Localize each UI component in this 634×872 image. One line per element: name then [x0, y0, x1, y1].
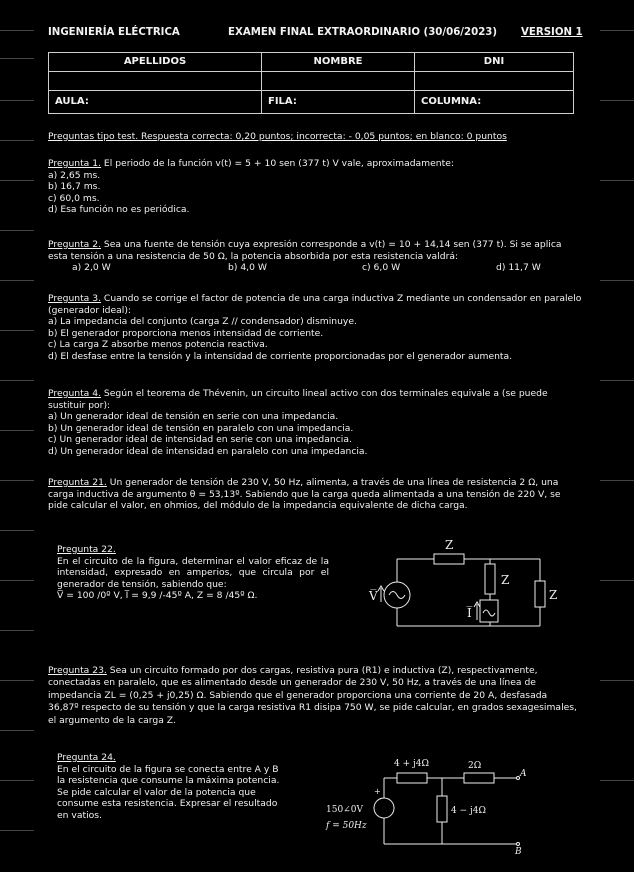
q22-fig-v: V̅ — [369, 589, 378, 603]
question-22 — [57, 544, 329, 602]
version-label: VERSION 1 — [521, 27, 583, 38]
q2-option-a[interactable]: a) 2,0 W — [72, 262, 111, 273]
apellidos-field[interactable] — [49, 72, 262, 91]
q3-option-c[interactable]: c) La carga Z absorbe menos potencia reactiva. — [48, 339, 268, 350]
instructions: Preguntas tipo test. Respuesta correcta: 0,20 puntos; incorrecta: - 0,05 puntos; en blanco: 0 puntos — [48, 131, 507, 142]
q21-label: Pregunta 21. — [48, 477, 107, 488]
dni-field[interactable] — [415, 72, 574, 91]
question-21 — [48, 477, 578, 512]
q4-option-a[interactable]: a) Un generador ideal de tensión en serie con una impedancia. — [48, 411, 339, 422]
columna-field[interactable]: COLUMNA: — [415, 91, 574, 114]
q23-label: Pregunta 23. — [48, 665, 107, 676]
department-title: INGENIERÍA ELÉCTRICA — [48, 27, 180, 38]
q4-option-c[interactable]: c) Un generador ideal de intensidad en serie con una impedancia. — [48, 434, 352, 445]
q2-option-d[interactable]: d) 11,7 W — [496, 262, 541, 273]
q24-fig-src: 150∠0V — [326, 805, 363, 815]
question-4 — [48, 388, 582, 457]
q22-given: V̅ = 100 /0º V, I̅ = 9,9 /-45º A, Z = 8 /45º Ω. — [57, 590, 258, 601]
q1-option-b[interactable]: b) 16,7 ms. — [48, 181, 101, 192]
q24-text: En el circuito de la figura se conecta entre A y B la resistencia que consume la máxima potencia. Se pide calcular el valor de la potencia que consume esta resistencia. Expresar el resultado en vatios. — [57, 763, 280, 821]
q1-label: Pregunta 1. — [48, 158, 102, 169]
q22-label: Pregunta 22. — [57, 544, 116, 555]
question-24 — [57, 752, 285, 821]
q24-fig-freq: f = 50Hz — [326, 821, 367, 831]
q2-label: Pregunta 2. — [48, 239, 102, 250]
question-2 — [48, 239, 582, 274]
question-23 — [48, 665, 578, 727]
q24-fig-a: A — [520, 769, 527, 779]
q1-option-a[interactable]: a) 2,65 ms. — [48, 169, 101, 181]
q1-option-d[interactable]: d) Esa función no es periódica. — [48, 204, 190, 215]
exam-title: EXAMEN FINAL EXTRAORDINARIO (30/06/2023) — [228, 27, 498, 38]
nombre-field[interactable] — [262, 72, 415, 91]
q3-option-d[interactable]: d) El desfase entre la tensión y la intensidad de corriente proporcionadas por el generador aumenta. — [48, 350, 513, 362]
dni-header: DNI — [415, 53, 574, 72]
q24-fig-b: B — [515, 847, 522, 856]
q1-option-c[interactable]: c) 60,0 ms. — [48, 192, 100, 204]
q3-label: Pregunta 3. — [48, 293, 102, 304]
apellidos-header: APELLIDOS — [49, 53, 262, 72]
q24-circuit-figure — [322, 752, 532, 856]
q24-fig-z2: 4 − j4Ω — [451, 806, 486, 816]
question-3 — [48, 293, 582, 362]
q3-text: Cuando se corrige el factor de potencia de una carga inductiva Z mediante un condensador en paralelo (generador ideal): — [48, 293, 582, 316]
q24-label: Pregunta 24. — [57, 752, 116, 763]
question-1 — [48, 158, 582, 216]
q21-text: Un generador de tensión de 230 V, 50 Hz, alimenta, a través de una línea de resistencia 2 Ω, una carga inductiva de argumento θ = 53,13º. Sabiendo que la carga queda alimentada a una tensión de 220 V, se pide calcular el valor, en ohmios, del módulo de la impedancia equivalente de dicha carga. — [48, 477, 561, 511]
aula-field[interactable]: AULA: — [49, 91, 262, 114]
q22-text: En el circuito de la figura, determinar el valor eficaz de la intensidad, expresado en amperios, que circula por el generador de tensión, sabiendo que: — [57, 555, 329, 590]
q23-text: Sea un circuito formado por dos cargas, resistiva pura (R1) e inductiva (Z), respectivamente, conectadas en paralelo, que es alimentado desde un generador de 230 V, 50 Hz, a través de una línea de impedancia ZL = (0,25 + j0,25) Ω. Sabiendo que el generador proporciona una corriente de 20 A, desfasada 36,87º respecto de su tensión y que la carga resistiva R1 disipa 750 W, se pide calcular, en grados sexagesimales, el argumento de la carga Z. — [48, 665, 577, 726]
q22-fig-i: I̅ — [467, 606, 472, 620]
q2-text: Sea una fuente de tensión cuya expresión corresponde a v(t) = 10 + 14,14 sen (377 t). Si se aplica esta tensión a una resistencia de 50 Ω, la potencia absorbida por esta resistencia valdrá: — [48, 239, 562, 262]
student-id-table — [48, 52, 574, 114]
q24-fig-r: 2Ω — [468, 761, 482, 771]
q2-option-c[interactable]: c) 6,0 W — [362, 262, 401, 273]
q1-text: El periodo de la función v(t) = 5 + 10 sen (377 t) V vale, aproximadamente: — [101, 158, 454, 169]
q4-option-d[interactable]: d) Un generador ideal de intensidad en paralelo con una impedancia. — [48, 445, 368, 457]
q3-option-b[interactable]: b) El generador proporciona menos intensidad de corriente. — [48, 327, 324, 339]
q4-label: Pregunta 4. — [48, 388, 102, 399]
q4-option-b[interactable]: b) Un generador ideal de tensión en paralelo con una impedancia. — [48, 422, 354, 434]
q22-fig-z-mid: Z — [501, 573, 510, 587]
q2-option-b[interactable]: b) 4,0 W — [228, 262, 267, 273]
q4-text: Según el teorema de Thévenin, un circuito lineal activo con dos terminales equivale a (se puede sustituir por): — [48, 388, 548, 411]
nombre-header: NOMBRE — [262, 53, 415, 72]
q3-option-a[interactable]: a) La impedancia del conjunto (carga Z // condensador) disminuye. — [48, 316, 357, 327]
q22-fig-z-top: Z — [445, 538, 454, 552]
q22-fig-z-right: Z — [549, 588, 558, 602]
q22-circuit-figure — [355, 536, 585, 638]
fila-field[interactable]: FILA: — [262, 91, 415, 114]
q24-fig-z1: 4 + j4Ω — [394, 759, 429, 769]
q24-fig-plus: + — [374, 787, 381, 796]
